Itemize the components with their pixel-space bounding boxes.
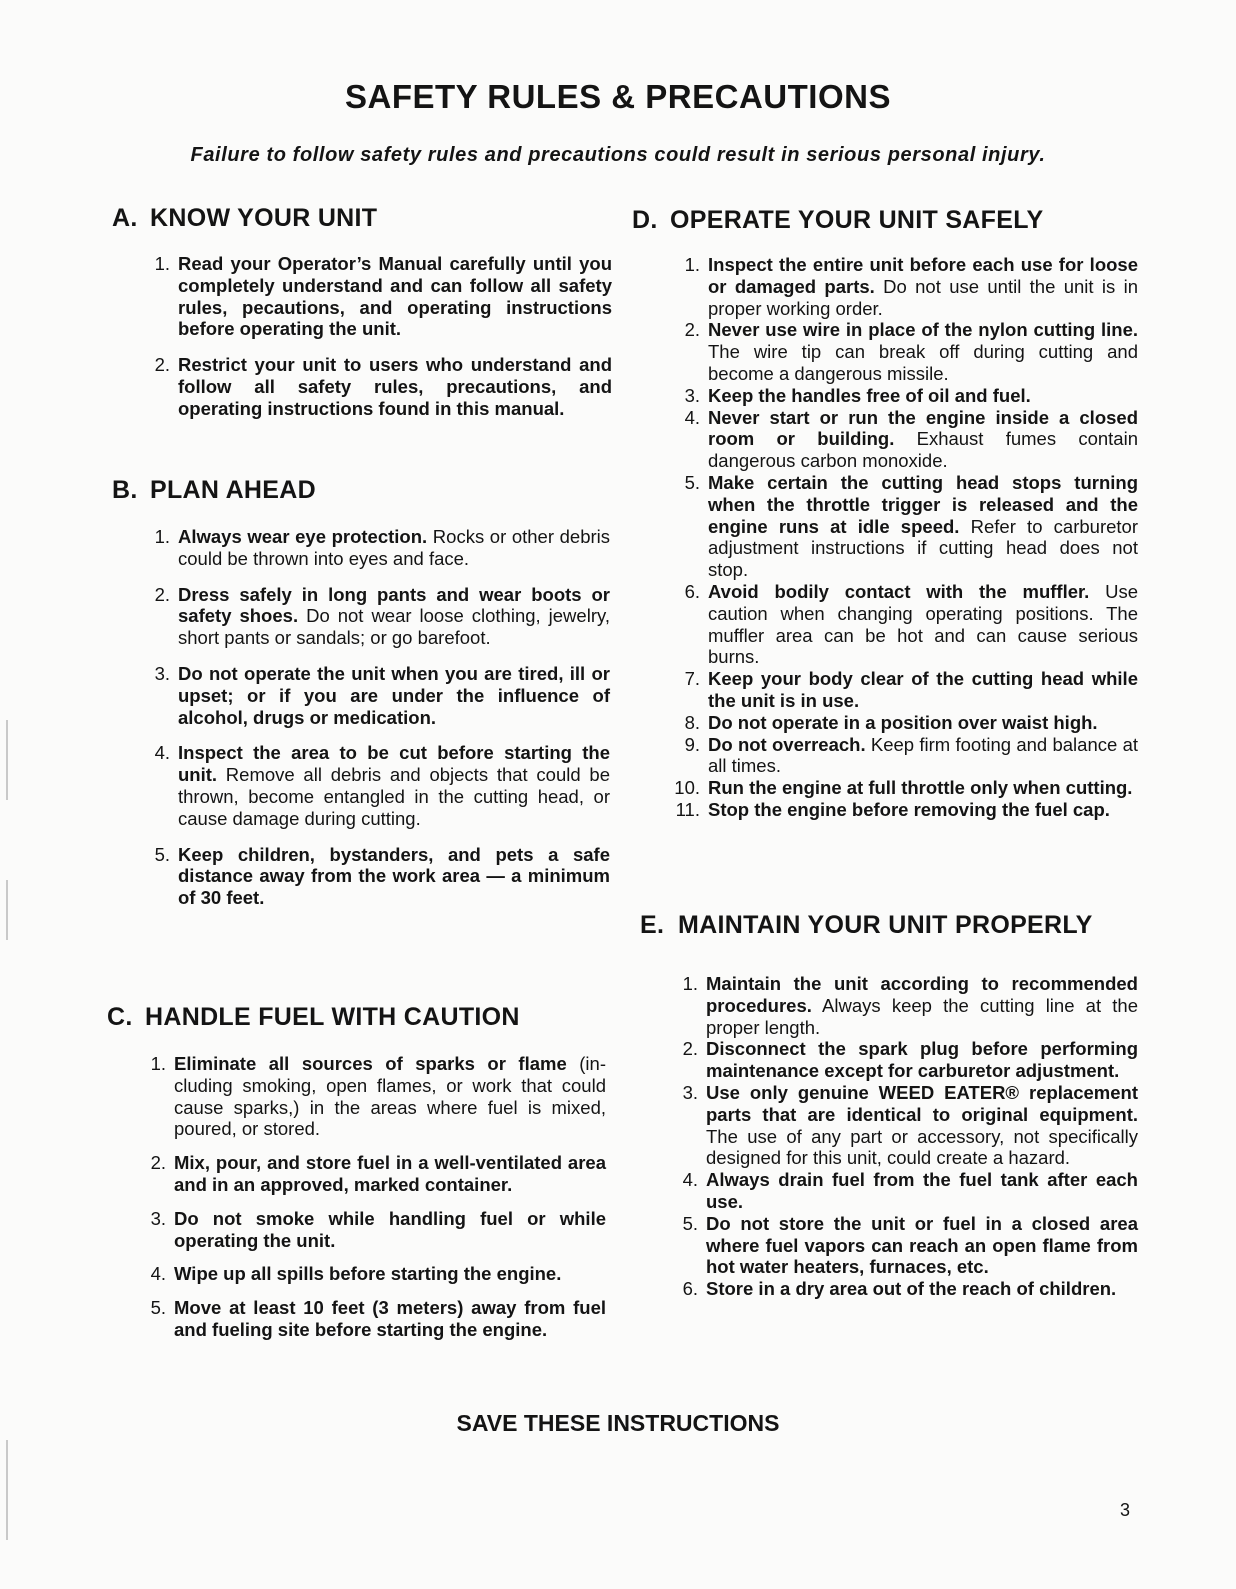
list-item bbox=[676, 1169, 1138, 1213]
list-item bbox=[676, 1278, 1138, 1300]
item-text: Remove all debris and objects that could be thrown, become entangled in the cutting head, or cause damage during cutting. bbox=[178, 764, 610, 829]
item-bold-text: Never use wire in place of the nylon cutting line. bbox=[708, 319, 1138, 341]
item-bold-text: Make certain the cutting head stops turning when the throttle trigger is released and the engine runs at idle speed. bbox=[708, 471, 1138, 537]
item-number: 2. bbox=[150, 1152, 166, 1174]
warning-subtitle: Failure to follow safety rules and precautions could result in serious personal injury. bbox=[190, 144, 1046, 166]
item-number: 3. bbox=[154, 662, 170, 684]
list-item bbox=[144, 1297, 606, 1341]
section-e-list bbox=[676, 973, 1138, 1300]
list-item bbox=[670, 734, 1138, 778]
section-letter: A. bbox=[112, 204, 138, 232]
section-letter: C. bbox=[107, 1003, 133, 1031]
section-a-list bbox=[148, 253, 612, 420]
item-bold-text: Store in a dry area out of the reach of children. bbox=[706, 1278, 1117, 1300]
section-d-list bbox=[670, 254, 1138, 821]
list-item bbox=[148, 526, 610, 570]
item-bold-text: Do not operate in a position over waist high. bbox=[708, 711, 1098, 733]
section-letter: D. bbox=[632, 206, 658, 234]
item-text: The wire tip can break off during cutting and become a dangerous missile. bbox=[708, 341, 1138, 384]
item-number: 6. bbox=[682, 1278, 698, 1300]
item-number: 1. bbox=[154, 253, 170, 274]
item-number: 5. bbox=[150, 1297, 166, 1319]
list-item bbox=[148, 844, 610, 909]
list-item bbox=[670, 581, 1138, 668]
section-b-list bbox=[148, 526, 610, 909]
section-e-heading bbox=[640, 911, 1093, 940]
list-item bbox=[144, 1263, 606, 1285]
item-bold-text: Read your Operator’s Manual carefully until you completely understand and can follow all safety rules, pecautions, and operating instructions before operating the unit. bbox=[178, 253, 612, 340]
item-text: Exhaust fumes contain dangerous carbon monoxide. bbox=[708, 428, 1138, 472]
item-text: Do not wear loose clothing, jewelry, short pants or sandals; or go barefoot. bbox=[178, 605, 610, 649]
item-bold-text: Avoid bodily contact with the muffler. bbox=[708, 580, 1090, 602]
item-bold-text: Eliminate all sources of sparks or flame bbox=[174, 1053, 567, 1074]
item-number: 2. bbox=[154, 583, 170, 605]
list-item bbox=[670, 254, 1138, 319]
item-text: Do not use until the unit is in proper working order. bbox=[708, 275, 1138, 319]
list-item bbox=[676, 1213, 1138, 1278]
section-title: PLAN AHEAD bbox=[150, 476, 316, 504]
item-number: 5. bbox=[684, 471, 700, 493]
item-bold-text: Restrict your unit to users who understand and follow all safety rules, precautions, and operating instructions found in this manual. bbox=[178, 354, 612, 419]
item-bold-text: Maintain the unit according to recommended procedures. bbox=[706, 973, 1138, 1016]
list-item bbox=[148, 584, 610, 649]
item-number: 11. bbox=[675, 798, 700, 820]
item-number: 2. bbox=[154, 354, 170, 376]
item-number: 4. bbox=[150, 1263, 166, 1285]
list-item bbox=[676, 1082, 1138, 1169]
item-number: 10. bbox=[674, 777, 700, 799]
item-number: 9. bbox=[684, 733, 700, 755]
list-item bbox=[676, 973, 1138, 1038]
item-bold-text: Do not smoke while handling fuel or while operating the unit. bbox=[174, 1207, 606, 1251]
list-item bbox=[670, 799, 1138, 821]
list-item bbox=[148, 742, 610, 829]
item-bold-text: Keep your body clear of the cutting head while the unit is in use. bbox=[708, 668, 1138, 711]
section-title: MAINTAIN YOUR UNIT PROPERLY bbox=[678, 911, 1093, 939]
item-number: 5. bbox=[682, 1212, 698, 1234]
list-item bbox=[144, 1208, 606, 1252]
section-title: HANDLE FUEL WITH CAUTION bbox=[145, 1003, 520, 1031]
save-instructions-footer: SAVE THESE INSTRUCTIONS bbox=[456, 1410, 780, 1436]
item-bold-text: Run the engine at full throttle only when cutting. bbox=[708, 777, 1133, 799]
item-number: 4. bbox=[684, 406, 700, 428]
list-item bbox=[148, 253, 612, 340]
item-number: 1. bbox=[682, 973, 698, 994]
list-item bbox=[670, 668, 1138, 712]
item-bold-text: Stop the engine before removing the fuel cap. bbox=[708, 798, 1110, 820]
list-item bbox=[670, 712, 1138, 734]
item-bold-text: Use only genuine WEED EATER® replacement parts that are identical to original equipment. bbox=[706, 1081, 1138, 1125]
item-number: 3. bbox=[150, 1207, 166, 1229]
list-item bbox=[670, 472, 1138, 581]
list-item bbox=[148, 354, 612, 419]
item-bold-text: Wipe up all spills before starting the engine. bbox=[174, 1263, 562, 1285]
list-item bbox=[144, 1053, 606, 1140]
page-title: SAFETY RULES & PRECAUTIONS bbox=[345, 78, 891, 115]
item-bold-text: Disconnect the spark plug before performing maintenance except for carburetor adjustment. bbox=[706, 1038, 1138, 1082]
item-text: The use of any part or accessory, not specifically designed for this unit, could create a hazard. bbox=[706, 1125, 1138, 1169]
item-text: Keep firm footing and balance at all times. bbox=[708, 733, 1138, 777]
item-text: Rocks or other debris could be thrown into eyes and face. bbox=[178, 526, 610, 569]
item-bold-text: Keep the handles free of oil and fuel. bbox=[708, 384, 1031, 406]
list-item bbox=[670, 777, 1138, 799]
scan-mark bbox=[6, 720, 8, 800]
item-number: 3. bbox=[682, 1081, 698, 1103]
scan-mark bbox=[6, 1440, 8, 1540]
item-number: 1. bbox=[150, 1053, 166, 1074]
item-number: 1. bbox=[154, 526, 170, 547]
section-c-heading bbox=[107, 1003, 520, 1032]
item-bold-text: Mix, pour, and store fuel in a well-ventilated area and in an approved, marked container. bbox=[174, 1152, 606, 1195]
item-bold-text: Always drain fuel from the fuel tank after each use. bbox=[706, 1169, 1138, 1212]
scan-mark bbox=[6, 880, 8, 940]
list-item bbox=[670, 407, 1138, 472]
item-number: 4. bbox=[154, 742, 170, 764]
list-item bbox=[676, 1038, 1138, 1082]
item-text: Always keep the cutting line at the proper length. bbox=[706, 994, 1138, 1038]
item-number: 2. bbox=[684, 319, 700, 341]
item-bold-text: Keep children, bystanders, and pets a safe distance away from the work area — a minimum of 30 feet. bbox=[178, 843, 610, 909]
item-bold-text: Inspect the area to be cut before starting the unit. bbox=[178, 742, 610, 786]
item-bold-text: Do not operate the unit when you are tired, ill or upset; or if you are under the influence of alcohol, drugs or medication. bbox=[178, 662, 610, 728]
item-bold-text: Dress safely in long pants and wear boots or safety shoes. bbox=[178, 583, 610, 627]
list-item bbox=[144, 1152, 606, 1196]
item-number: 6. bbox=[684, 580, 700, 602]
section-letter: B. bbox=[112, 476, 138, 504]
item-text: Refer to carburetor adjustment instructions if cutting head does not stop. bbox=[708, 515, 1138, 581]
item-number: 5. bbox=[154, 843, 170, 865]
item-text: Use caution when changing operating positions. The muffler area can be hot and can cause serious burns. bbox=[708, 580, 1138, 668]
list-item bbox=[148, 663, 610, 728]
list-item bbox=[670, 385, 1138, 407]
item-number: 8. bbox=[684, 711, 700, 733]
section-title: OPERATE YOUR UNIT SAFELY bbox=[670, 206, 1044, 234]
item-bold-text: Do not overreach. bbox=[708, 733, 866, 755]
item-bold-text: Always wear eye protection. bbox=[178, 526, 428, 547]
section-letter: E. bbox=[640, 911, 665, 939]
section-a-heading bbox=[112, 204, 377, 233]
page-number: 3 bbox=[1120, 1500, 1131, 1520]
section-title: KNOW YOUR UNIT bbox=[150, 204, 378, 232]
item-bold-text: Do not store the unit or fuel in a closed area where fuel vapors can reach an open flame from hot water heaters, furnaces, etc. bbox=[706, 1212, 1138, 1278]
list-item bbox=[670, 319, 1138, 384]
item-bold-text: Inspect the entire unit before each use for loose or damaged parts. bbox=[708, 254, 1138, 297]
item-bold-text: Never start or run the engine inside a closed room or building. bbox=[708, 406, 1138, 450]
item-number: 3. bbox=[684, 384, 700, 406]
section-b-heading bbox=[112, 476, 316, 505]
item-number: 4. bbox=[682, 1169, 698, 1191]
item-number: 7. bbox=[684, 668, 700, 690]
section-c-list bbox=[144, 1053, 606, 1341]
item-bold-text: Move at least 10 feet (3 meters) away from fuel and fueling site before starting the engine. bbox=[174, 1297, 606, 1340]
item-number: 2. bbox=[682, 1038, 698, 1060]
item-number: 1. bbox=[684, 254, 700, 275]
section-d-heading bbox=[632, 206, 1043, 235]
item-text: (including smoking, open flames, or work that could cause sparks,) in the areas where fuel is mixed, poured, or stored. bbox=[174, 1053, 607, 1140]
